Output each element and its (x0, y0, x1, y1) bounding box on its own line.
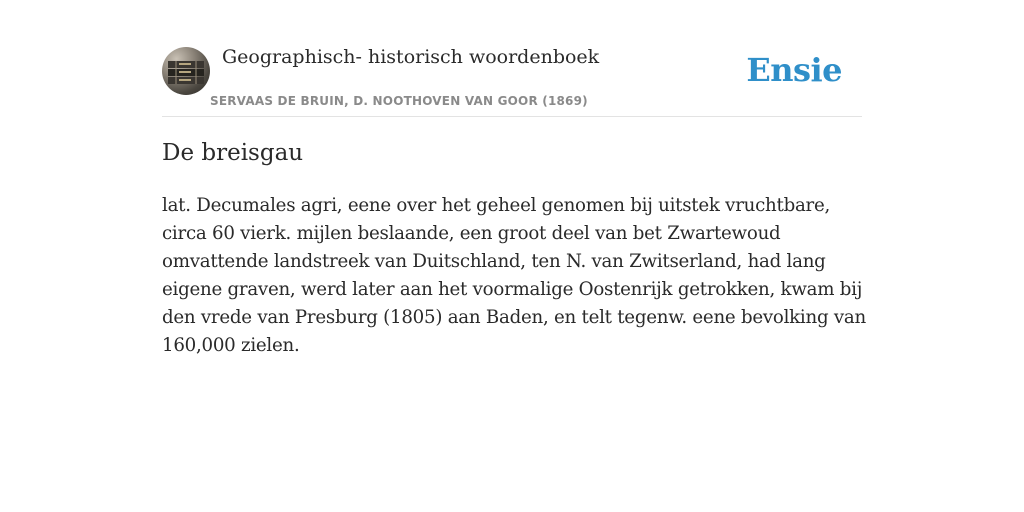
ensie-logo[interactable]: Ensie (746, 51, 842, 89)
book-cover-avatar[interactable] (162, 47, 210, 95)
entry-body: lat. Decumales agri, eene over het geheel genomen bij uitstek vruchtbare, circa 60 vierk. mijlen beslaande, een groot deel van bet Zwartewoud omvattende landstreek van Duitschland, ten N. van Zwitserland, had lang eigene graven, werd later aan het voormalige Oostenrijk getrokken, kwam bij den vrede van Presburg (1805) aan Baden, en telt tegenw. eene bevolking van 160,000 zielen. (162, 195, 866, 356)
book-cover-icon (162, 47, 210, 95)
book-header (162, 40, 862, 117)
book-author: SERVAAS DE BRUIN, D. NOOTHOVEN VAN GOOR (1869) (210, 94, 588, 108)
book-title[interactable]: Geographisch- historisch woordenboek (222, 46, 600, 68)
entry-title: De breisgau (162, 140, 304, 166)
